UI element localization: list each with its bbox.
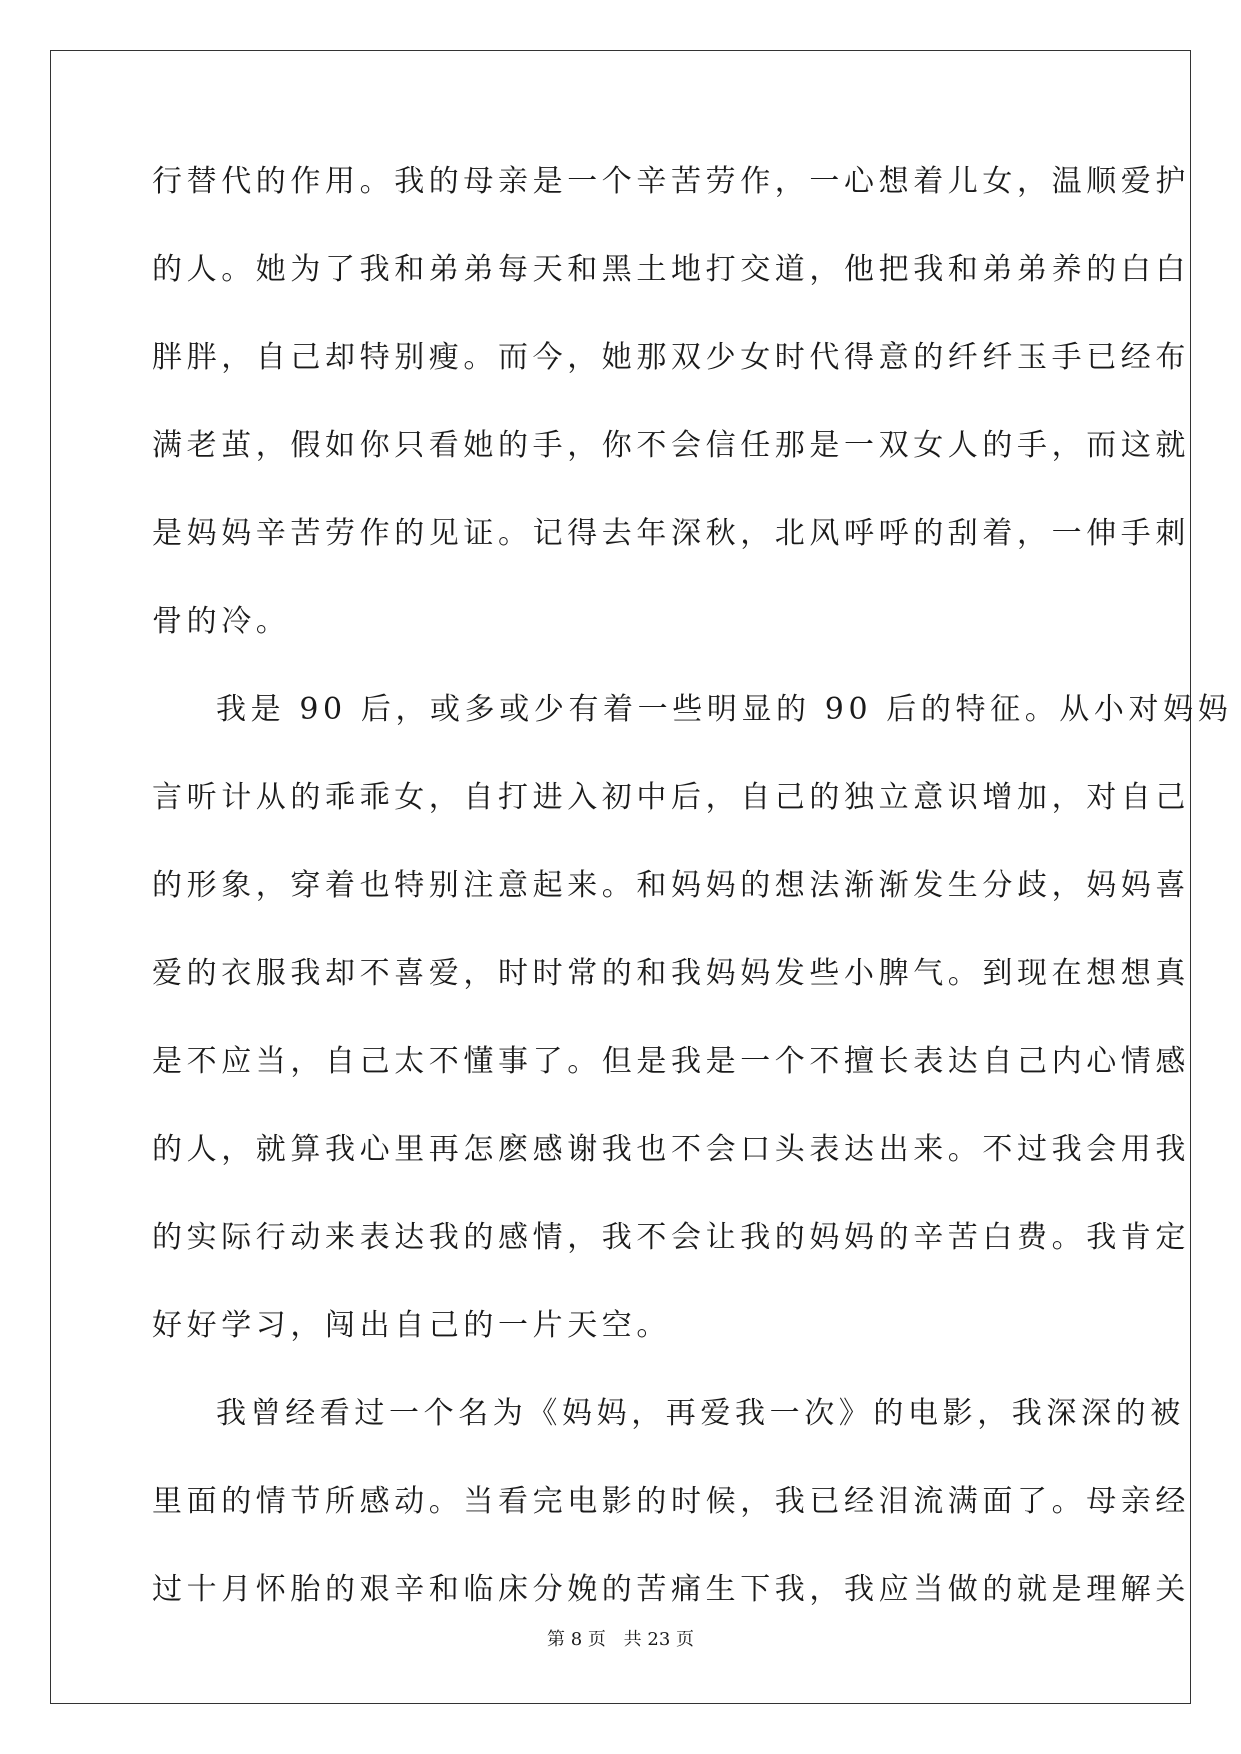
text-line: 行替代的作用。我的母亲是一个辛苦劳作，一心想着儿女，温顺爱护: [152, 164, 1190, 199]
page-total: 共 23 页: [623, 1629, 694, 1650]
text-line: 骨的冷。: [152, 604, 291, 639]
text-line: 里面的情节所感动。当看完电影的时候，我已经泪流满面了。母亲经: [152, 1484, 1190, 1519]
paragraph-start-line: 我是 90 后，或多或少有着一些明显的 90 后的特征。从小对妈妈: [216, 692, 1233, 727]
text-line: 好好学习，闯出自己的一片天空。: [152, 1308, 671, 1343]
paragraph-start-line: 我曾经看过一个名为《妈妈，再爱我一次》的电影，我深深的被: [216, 1396, 1185, 1431]
document-body: [152, 158, 1233, 1654]
page-footer: [0, 1625, 1241, 1651]
text-line: 爱的衣服我却不喜爱，时时常的和我妈妈发些小脾气。到现在想想真: [152, 956, 1190, 991]
page-number: 第 8 页: [547, 1629, 606, 1650]
text-line: 的形象，穿着也特别注意起来。和妈妈的想法渐渐发生分歧，妈妈喜: [152, 868, 1190, 903]
text-line: 的人，就算我心里再怎麽感谢我也不会口头表达出来。不过我会用我: [152, 1132, 1190, 1167]
text-line: 是不应当，自己太不懂事了。但是我是一个不擅长表达自己内心情感: [152, 1044, 1190, 1079]
text-line: 的实际行动来表达我的感情，我不会让我的妈妈的辛苦白费。我肯定: [152, 1220, 1190, 1255]
text-line: 满老茧，假如你只看她的手，你不会信任那是一双女人的手，而这就: [152, 428, 1190, 463]
text-line: 的人。她为了我和弟弟每天和黑土地打交道，他把我和弟弟养的白白: [152, 252, 1190, 287]
text-line: 过十月怀胎的艰辛和临床分娩的苦痛生下我，我应当做的就是理解关: [152, 1572, 1190, 1607]
text-line: 胖胖，自己却特别瘦。而今，她那双少女时代得意的纤纤玉手已经布: [152, 340, 1190, 375]
text-line: 是妈妈辛苦劳作的见证。记得去年深秋，北风呼呼的刮着，一伸手刺: [152, 516, 1190, 551]
text-line: 言听计从的乖乖女，自打进入初中后，自己的独立意识增加，对自己: [152, 780, 1190, 815]
